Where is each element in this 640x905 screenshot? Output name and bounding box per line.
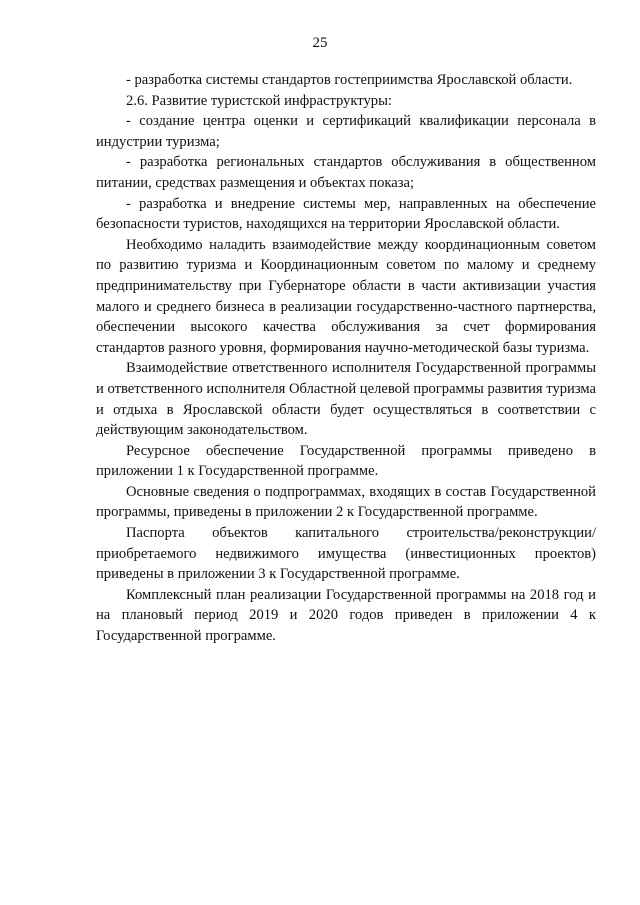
paragraph: Взаимодействие ответственного исполнителя Государственной программы и ответственного исполнителя Областной целевой программы развития туризма и отдыха в Ярославской области будет осуществляться в соответствии с действующим законодательством. xyxy=(96,360,597,439)
paragraph: 2.6. Развитие туристской инфраструктуры: xyxy=(126,92,392,109)
paragraph: Ресурсное обеспечение Государственной программы приведено в приложении 1 к Государственной программе. xyxy=(96,442,596,480)
paragraph: Основные сведения о подпрограммах, входящих в состав Государственной программы, приведены в приложении 2 к Государственной программе. xyxy=(96,483,596,521)
page-number: 25 xyxy=(312,35,328,51)
paragraph: Паспорта объектов капитального строительства/реконструкции/ приобретаемого недвижимого имущества (инвестиционных проектов) приведены в приложении 3 к Государственной программе. xyxy=(96,525,596,583)
document-body xyxy=(96,70,596,647)
paragraph: Комплексный план реализации Государственной программы на 2018 год и на плановый период 2019 и 2020 годов приведен в приложении 4 к Государственной программе. xyxy=(96,586,596,645)
paragraph: - создание центра оценки и сертификаций квалификации персонала в индустрии туризма; xyxy=(96,113,596,150)
paragraph: - разработка региональных стандартов обслуживания в общественном питании, средствах размещения и объектах показа; xyxy=(96,154,596,191)
paragraph: Необходимо наладить взаимодействие между координационным советом по развитию туризма и Координационным советом по малому и среднему предпринимательству при Губернаторе области в части активизации участия малого и среднего бизнеса в реализации государственно-частного партнерства, обеспечении высокого качества обслуживания за счет формирования стандартов разного уровня, формирования научно-методической базы туризма. xyxy=(96,236,596,356)
paragraph: - разработка системы стандартов гостеприимства Ярославской области. xyxy=(126,72,573,88)
paragraph: - разработка и внедрение системы мер, направленных на обеспечение безопасности туристов, находящихся на территории Ярославской области. xyxy=(96,195,596,233)
